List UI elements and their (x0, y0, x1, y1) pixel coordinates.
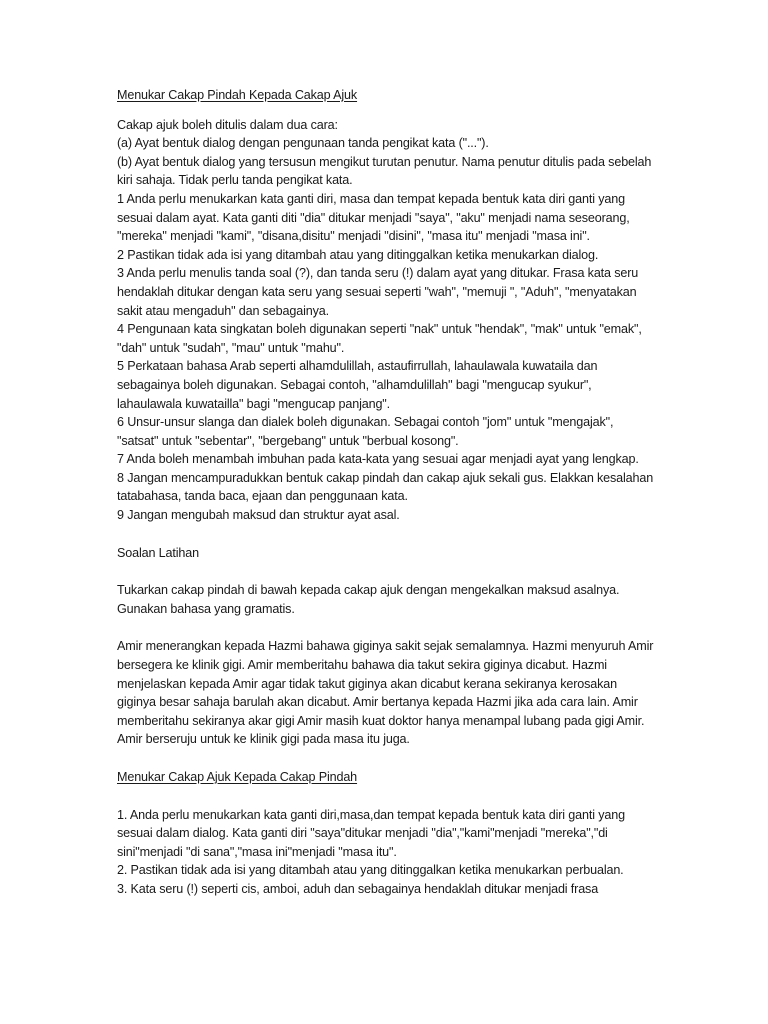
section1-intro: Cakap ajuk boleh ditulis dalam dua cara: (117, 117, 338, 132)
point-8: 8 Jangan mencampuradukkan bentuk cakap pindah dan cakap ajuk sekali gus. Elakkan kesalahan tatabahasa, tanda baca, ejaan dan penggunaan kata. (117, 470, 654, 504)
spacer (117, 749, 657, 768)
point-9: 9 Jangan mengubah maksud dan struktur ayat asal. (117, 508, 400, 523)
spacer (117, 562, 657, 581)
point-4: 4 Pengunaan kata singkatan boleh digunakan seperti "nak" untuk "hendak", "mak" untuk "emak", "dah" untuk "sudah", "mau" untuk "mahu". (117, 322, 642, 355)
section2-point-1: 1. Anda perlu menukarkan kata ganti diri,masa,dan tempat kepada bentuk kata diri ganti yang sesuai dalam dialog. Kata ganti diri "saya"ditukar menjadi "dia","kami"menjadi "mereka","di sini"menjadi "di sana","masa ini"menjadi "masa itu". (117, 807, 625, 859)
exercise-passage: Amir menerangkan kepada Hazmi bahawa giginya sakit sejak semalamnya. Hazmi menyuruh Amir bersegera ke klinik gigi. Amir memberitahu bahawa dia takut sekira giginya dicabut. Hazmi menjelaskan kepada Amir agar tidak takut giginya akan dicabut kerana sekiranya kerosakan giginya besar sahaja barulah akan dicabut. Amir bertanya kepada Hazmi jika ada cara lain. Amir memberitahu sekiranya akar gigi Amir masih kuat doktor hanya menampal lubang pada gigi Amir. Amir berseruju untuk ke klinik gigi pada masa itu juga. (117, 639, 654, 747)
spacer (117, 787, 657, 806)
point-6: 6 Unsur-unsur slanga dan dialek boleh digunakan. Sebagai contoh "jom" untuk "mengajak", "satsat" untuk "sebentar", "bergebang" untuk "berbual kosong". (117, 415, 614, 448)
document-page (117, 86, 657, 899)
section1-heading: Menukar Cakap Pindah Kepada Cakap Ajuk (117, 88, 358, 102)
point-1: 1 Anda perlu menukarkan kata ganti diri, masa dan tempat kepada bentuk kata diri ganti yang sesuai dalam ayat. Kata ganti diti "dia" ditukar menjadi "saya", "aku" menjadi nama seseorang, "mereka" menjadi "kami", "disana,disitu" menjadi "disini", "masa itu" menjadi "masa ini". (117, 191, 630, 244)
point-b: (b) Ayat bentuk dialog yang tersusun mengikut turutan penutur. Nama penutur ditulis pada sebelah kiri sahaja. Tidak perlu tanda pengikat kata. (117, 154, 652, 188)
spacer (117, 105, 657, 116)
spacer (117, 618, 657, 637)
point-7: 7 Anda boleh menambah imbuhan pada kata-kata yang sesuai agar menjadi ayat yang lengkap. (117, 452, 639, 467)
point-3: 3 Anda perlu menulis tanda soal (?), dan tanda seru (!) dalam ayat yang ditukar. Frasa kata seru hendaklah ditukar dengan kata seru yang sesuai seperti "wah", "memuji ", "Aduh", "menyatakan sakit atau mengaduh" dan sebagainya. (117, 266, 639, 318)
section2-heading: Menukar Cakap Ajuk Kepada Cakap Pindah (117, 770, 358, 784)
point-5: 5 Perkataan bahasa Arab seperti alhamdulillah, astaufirrullah, lahaulawala kuwataila dan sebagainya boleh digunakan. Sebagai contoh, "alhamdulillah" bagi "mengucap syukur", lahaulawala kuwatailla" bagi "mengucap panjang". (117, 359, 598, 411)
section2-point-3: 3. Kata seru (!) seperti cis, amboi, aduh dan sebagainya hendaklah ditukar menjadi frasa (117, 881, 599, 896)
point-2: 2 Pastikan tidak ada isi yang ditambah atau yang ditinggalkan ketika menukarkan dialog. (117, 247, 599, 262)
section2-point-2: 2. Pastikan tidak ada isi yang ditambah atau yang ditinggalkan ketika menukarkan perbualan. (117, 863, 624, 878)
exercise-heading: Soalan Latihan (117, 545, 199, 560)
spacer (117, 525, 657, 544)
exercise-instruction: Tukarkan cakap pindah di bawah kepada cakap ajuk dengan mengekalkan maksud asalnya. Gunakan bahasa yang gramatis. (117, 583, 620, 616)
point-a: (a) Ayat bentuk dialog dengan pengunaan tanda pengikat kata ("..."). (117, 136, 489, 151)
